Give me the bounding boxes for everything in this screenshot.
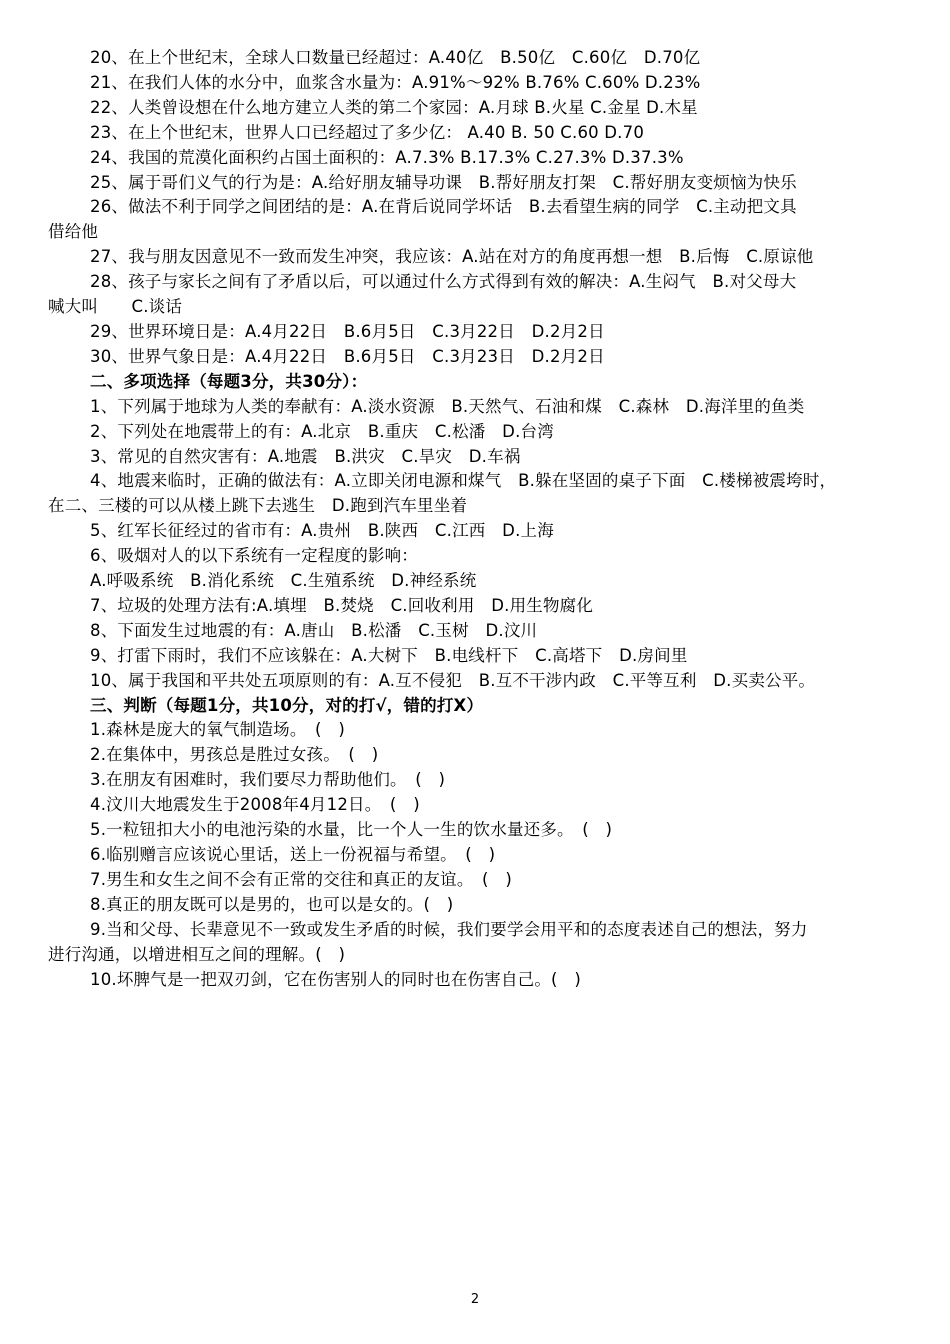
text-line: 29、世界环境日是：A.4月22日 B.6月5日 C.3月22日 D.2月2日 [90, 321, 605, 341]
text-line: 8、下面发生过地震的有：A.唐山 B.松潘 C.玉树 D.汶川 [90, 620, 538, 640]
section-heading: 二、多项选择（每题3分，共30分）： [90, 371, 368, 391]
text-line: 借给他 [48, 222, 99, 242]
text-line: 3.在朋友有困难时，我们要尽力帮助他们。 ( ) [90, 770, 446, 790]
section-heading: 三、判断（每题1分，共10分，对的打√，错的打X） [90, 695, 484, 715]
text-line: 20、在上个世纪末，全球人口数量已经超过：A.40亿 B.50亿 C.60亿 D.70亿 [90, 48, 701, 67]
text-line: 1.森林是庞大的氧气制造场。 ( ) [90, 720, 345, 740]
text-line: A.呼吸系统 B.消化系统 C.生殖系统 D.神经系统 [90, 571, 477, 591]
text-line: 喊大叫 C.谈话 [48, 297, 183, 317]
text-line: 7、垃圾的处理方法有:A.填埋 B.焚烧 C.回收利用 D.用生物腐化 [90, 595, 594, 615]
text-line: 10.坏脾气是一把双刃剑，它在伤害别人的同时也在伤害自己。( ) [90, 969, 582, 989]
text-line: 6、吸烟对人的以下系统有一定程度的影响： [90, 546, 418, 566]
text-line: 1、下列属于地球为人类的奉献有：A.淡水资源 B.天然气、石油和煤 C.森林 D.海洋里的鱼类 [90, 396, 805, 416]
text-line: 在二、三楼的可以从楼上跳下去逃生 D.跑到汽车里坐着 [48, 496, 468, 516]
document-body [48, 46, 908, 992]
text-line: 21、在我们人体的水分中，血浆含水量为：A.91%～92% B.76% C.60% D.23% [90, 72, 701, 92]
text-line: 23、在上个世纪末，世界人口已经超过了多少亿： A.40 B. 50 C.60 D.70 [90, 122, 645, 142]
text-line: 5、红军长征经过的省市有：A.贵州 B.陕西 C.江西 D.上海 [90, 521, 554, 541]
text-line: 4、地震来临时，正确的做法有：A.立即关闭电源和煤气 B.躲在坚固的桌子下面 C.楼梯被震垮时， [90, 471, 837, 491]
text-line: 2、下列处在地震带上的有：A.北京 B.重庆 C.松潘 D.台湾 [90, 421, 554, 441]
text-line: 26、做法不利于同学之间团结的是：A.在背后说同学坏话 B.去看望生病的同学 C.主动把文具 [90, 197, 797, 217]
text-line: 2.在集体中，男孩总是胜过女孩。 ( ) [90, 745, 379, 765]
text-line: 9、打雷下雨时，我们不应该躲在：A.大树下 B.电线杆下 C.高塔下 D.房间里 [90, 645, 688, 665]
text-line: 10、属于我国和平共处五项原则的有：A.互不侵犯 B.互不干涉内政 C.平等互利 D.买卖公平。 [90, 670, 816, 690]
text-line: 24、我国的荒漠化面积约占国土面积的：A.7.3% B.17.3% C.27.3% D.37.3% [90, 147, 684, 167]
text-line: 8.真正的朋友既可以是男的，也可以是女的。( ) [90, 894, 454, 914]
text-line: 5.一粒钮扣大小的电池污染的水量，比一个人一生的饮水量还多。 ( ) [90, 820, 613, 840]
text-line: 30、世界气象日是：A.4月22日 B.6月5日 C.3月23日 D.2月2日 [90, 346, 605, 366]
text-line: 27、我与朋友因意见不一致而发生冲突，我应该：A.站在对方的角度再想一想 B.后悔 C.原谅他 [90, 247, 814, 267]
page-number: 2 [470, 1292, 480, 1307]
text-line: 6.临别赠言应该说心里话，送上一份祝福与希望。 ( ) [90, 845, 496, 864]
text-line: 7.男生和女生之间不会有正常的交往和真正的友谊。 ( ) [90, 869, 512, 889]
text-line: 4.汶川大地震发生于2008年4月12日。 ( ) [90, 795, 420, 815]
text-line: 25、属于哥们义气的行为是：A.给好朋友辅导功课 B.帮好朋友打架 C.帮好朋友变烦恼为快乐 [90, 172, 797, 192]
text-line: 22、人类曾设想在什么地方建立人类的第二个家园：A.月球 B.火星 C.金星 D.木星 [90, 97, 698, 117]
text-line: 9.当和父母、长辈意见不一致或发生矛盾的时候，我们要学会用平和的态度表述自己的想法，努力 [90, 919, 808, 939]
text-line: 28、孩子与家长之间有了矛盾以后，可以通过什么方式得到有效的解决：A.生闷气 B.对父母大 [90, 272, 797, 292]
text-line: 3、常见的自然灾害有：A.地震 B.洪灾 C.旱灾 D.车祸 [90, 446, 521, 466]
text-line: 进行沟通，以增进相互之间的理解。( ) [48, 944, 346, 964]
